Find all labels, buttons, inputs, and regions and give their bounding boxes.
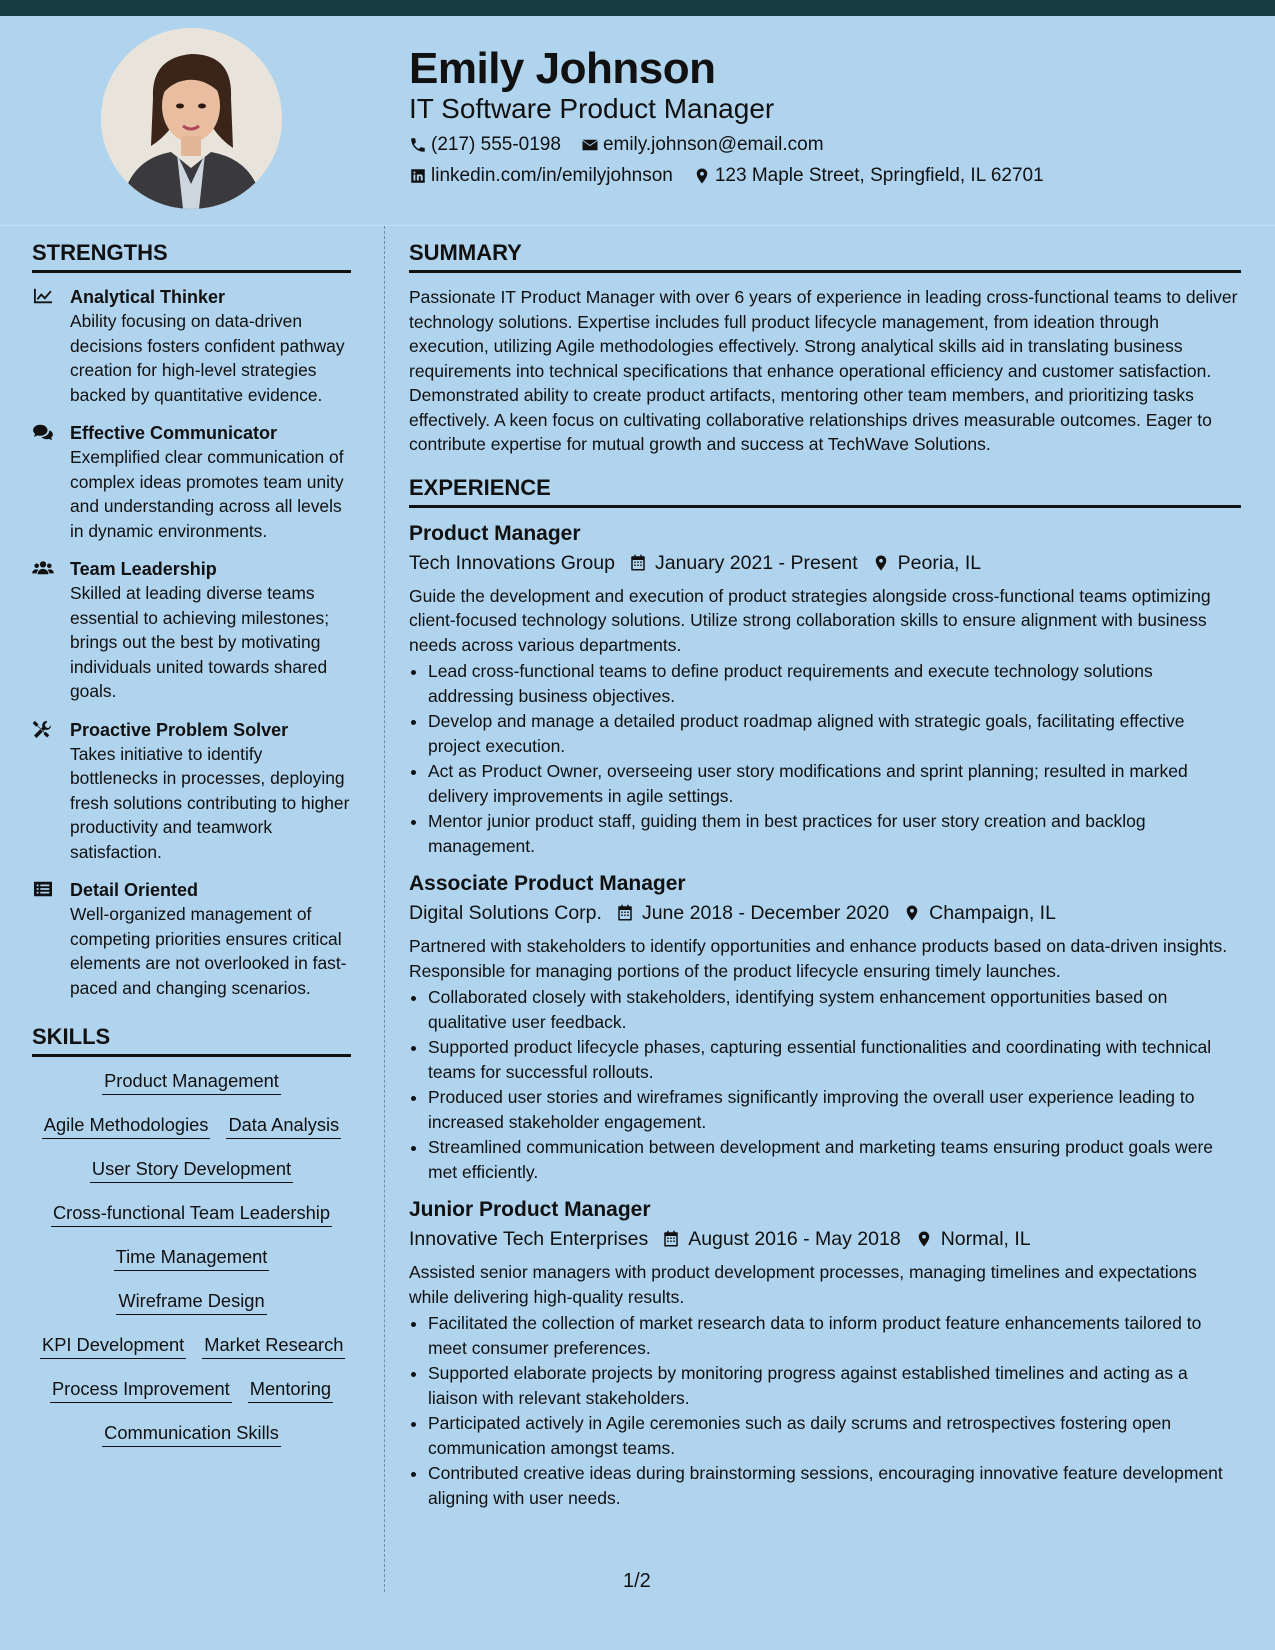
email-text: emily.johnson@email.com	[602, 134, 824, 155]
summary-text: Passionate IT Product Manager with over 6 years of experience in leading cross-functional teams to deliver technology solutions. Expertise includes full product lifecycle management, from ideation through execution, utilizing Agile methodologies effectively. Strong analytical skills aid in translating business requirements into technical specifications that enhance operational efficiency and customer satisfaction. Demonstrated ability to create product artifacts, mentoring other team members, and prioritizing tasks effectively. A keen focus on cultivating collaborative relationships drives measurable outcomes. Eager to contribute expertise for mutual growth and success at TechWave Solutions.	[409, 287, 1238, 454]
left-column	[32, 240, 351, 1465]
right-column	[409, 240, 1241, 1522]
job-bullets	[409, 1311, 1241, 1510]
skills-heading: SKILLS	[32, 1024, 351, 1057]
skill-tag: Mentoring	[248, 1377, 333, 1403]
top-bar	[0, 0, 1275, 16]
company-name: Tech Innovations Group	[409, 551, 615, 574]
job-dates: August 2016 - May 2018	[688, 1228, 901, 1250]
skill-tag: Cross-functional Team Leadership	[51, 1201, 332, 1227]
strength-title: Analytical Thinker	[70, 287, 226, 307]
tools-icon	[32, 720, 54, 738]
map-marker-icon	[693, 167, 711, 185]
job-meta	[409, 548, 1241, 578]
map-marker-icon	[915, 1229, 933, 1249]
strengths-heading: STRENGTHS	[32, 240, 351, 273]
page-number: 1/2	[623, 1570, 651, 1592]
list-item: • Streamlined communication between development and marketing teams ensuring product goals were met efficiently.	[428, 1135, 1241, 1184]
job-entry	[409, 1196, 1241, 1510]
comments-icon	[32, 423, 54, 441]
phone-text: (217) 555-0198	[431, 134, 561, 155]
skills-list	[32, 1069, 351, 1447]
strength-item	[32, 878, 351, 1000]
job-meta	[409, 1224, 1241, 1254]
list-icon	[32, 880, 54, 898]
linkedin-icon	[409, 167, 427, 185]
skill-tag: Wireframe Design	[116, 1289, 266, 1315]
job-dates: January 2021 - Present	[654, 551, 858, 574]
skill-tag: KPI Development	[40, 1333, 186, 1359]
list-item: • Act as Product Owner, overseeing user story modifications and sprint planning; resulted in marked delivery improvements in agile settings.	[428, 759, 1241, 808]
list-item: • Produced user stories and wireframes significantly improving the overall user experience leading to increased stakeholder engagement.	[428, 1085, 1241, 1134]
skill-tag: Market Research	[202, 1333, 345, 1359]
profile-photo	[101, 28, 282, 209]
skill-tag: Product Management	[102, 1069, 281, 1095]
skill-tag: Agile Methodologies	[42, 1113, 211, 1139]
linkedin-text: linkedin.com/in/emilyjohnson	[431, 165, 673, 186]
summary-heading: SUMMARY	[409, 240, 1241, 273]
strength-item	[32, 421, 351, 543]
strength-title: Team Leadership	[70, 559, 217, 579]
list-item: • Facilitated the collection of market research data to inform product feature enhancements tailored to meet consumer preferences.	[428, 1311, 1241, 1360]
job-description: Partnered with stakeholders to identify opportunities and enhance products based on data-driven insights. Responsible for managing portions of the product lifecycle ensuring timely launches.	[409, 936, 1228, 981]
email-contact[interactable]	[581, 134, 824, 156]
list-item: • Contributed creative ideas during brainstorming sessions, encouraging innovative feature development aligning with user needs.	[428, 1461, 1241, 1510]
experience-heading: EXPERIENCE	[409, 475, 1241, 508]
map-marker-icon	[872, 553, 890, 573]
calendar-icon	[662, 1229, 680, 1249]
list-item: • Develop and manage a detailed product roadmap aligned with strategic goals, facilitating effective project execution.	[428, 709, 1241, 758]
job-entry	[409, 870, 1241, 1184]
linkedin-contact[interactable]	[409, 165, 673, 187]
strength-description: Takes initiative to identify bottlenecks in processes, deploying fresh solutions contributing to higher productivity and teamwork satisfaction.	[70, 743, 350, 862]
column-divider	[384, 226, 385, 1592]
job-location: Peoria, IL	[897, 551, 982, 574]
users-icon	[32, 559, 54, 577]
contact-row-2	[409, 165, 1064, 187]
job-location: Champaign, IL	[929, 902, 1056, 924]
calendar-icon	[629, 553, 647, 573]
list-item: • Collaborated closely with stakeholders, identifying system enhancement opportunities based on qualitative user feedback.	[428, 985, 1241, 1034]
envelope-icon	[581, 136, 599, 154]
job-title: Associate Product Manager	[409, 872, 686, 895]
job-title: Product Manager	[409, 521, 581, 545]
strength-title: Proactive Problem Solver	[70, 719, 289, 740]
job-title-heading: IT Software Product Manager	[409, 93, 775, 124]
company-name: Innovative Tech Enterprises	[409, 1228, 649, 1250]
list-item: • Participated actively in Agile ceremonies such as daily scrums and retrospectives fostering open communication amongst teams.	[428, 1411, 1241, 1460]
job-meta	[409, 898, 1241, 928]
skill-tag: Data Analysis	[226, 1113, 341, 1139]
job-dates: June 2018 - December 2020	[641, 902, 890, 924]
strength-description: Well-organized management of competing priorities ensures critical elements are not overlooked in fast-paced and changing scenarios.	[70, 904, 347, 998]
strength-description: Skilled at leading diverse teams essential to achieving milestones; brings out the best by motivating individuals united towards shared goals.	[70, 583, 330, 701]
strength-item	[32, 557, 351, 704]
job-location: Normal, IL	[940, 1228, 1031, 1250]
contact-row-1	[409, 134, 844, 156]
job-description: Guide the development and execution of product strategies alongside cross-functional teams optimizing client-focused technology solutions. Utilize strong collaboration skills to ensure alignment with business needs across various departments.	[409, 585, 1211, 655]
phone-icon	[409, 136, 427, 154]
list-item: • Supported elaborate projects by monitoring progress against established timelines and acting as a liaison with relevant stakeholders.	[428, 1361, 1241, 1410]
resume-header	[0, 16, 1275, 226]
skill-tag: Time Management	[114, 1245, 270, 1271]
calendar-icon	[616, 903, 634, 923]
job-description: Assisted senior managers with product development processes, managing timelines and expectations while delivering high-quality results.	[409, 1262, 1197, 1307]
list-item: • Mentor junior product staff, guiding them in best practices for user story creation and backlog management.	[428, 809, 1241, 858]
list-item: • Supported product lifecycle phases, capturing essential functionalities and coordinating with technical teams for successful rollouts.	[428, 1035, 1241, 1084]
company-name: Digital Solutions Corp.	[409, 902, 602, 924]
strength-title: Detail Oriented	[70, 880, 199, 900]
phone-contact[interactable]	[409, 134, 561, 156]
job-title: Junior Product Manager	[409, 1198, 651, 1221]
job-bullets	[409, 659, 1241, 858]
candidate-name: Emily Johnson	[409, 44, 716, 93]
strength-description: Ability focusing on data-driven decisions fosters confident pathway creation for high-level strategies backed by quantitative evidence.	[70, 311, 345, 405]
skill-tag: Process Improvement	[50, 1377, 232, 1403]
address-contact	[693, 165, 1044, 187]
strength-title: Effective Communicator	[70, 423, 278, 443]
skill-tag: Communication Skills	[102, 1421, 281, 1447]
strength-item	[32, 285, 351, 407]
job-entry	[409, 520, 1241, 859]
strength-description: Exemplified clear communication of complex ideas promotes team unity and understanding across all levels in dynamic environments.	[70, 447, 344, 541]
job-bullets	[409, 985, 1241, 1184]
chart-line-icon	[32, 287, 54, 305]
strength-item	[32, 718, 351, 865]
address-text: 123 Maple Street, Springfield, IL 62701	[714, 165, 1044, 186]
skill-tag: User Story Development	[90, 1157, 293, 1183]
map-marker-icon	[903, 903, 921, 923]
list-item: • Lead cross-functional teams to define product requirements and execute technology solutions addressing business objectives.	[428, 659, 1241, 708]
